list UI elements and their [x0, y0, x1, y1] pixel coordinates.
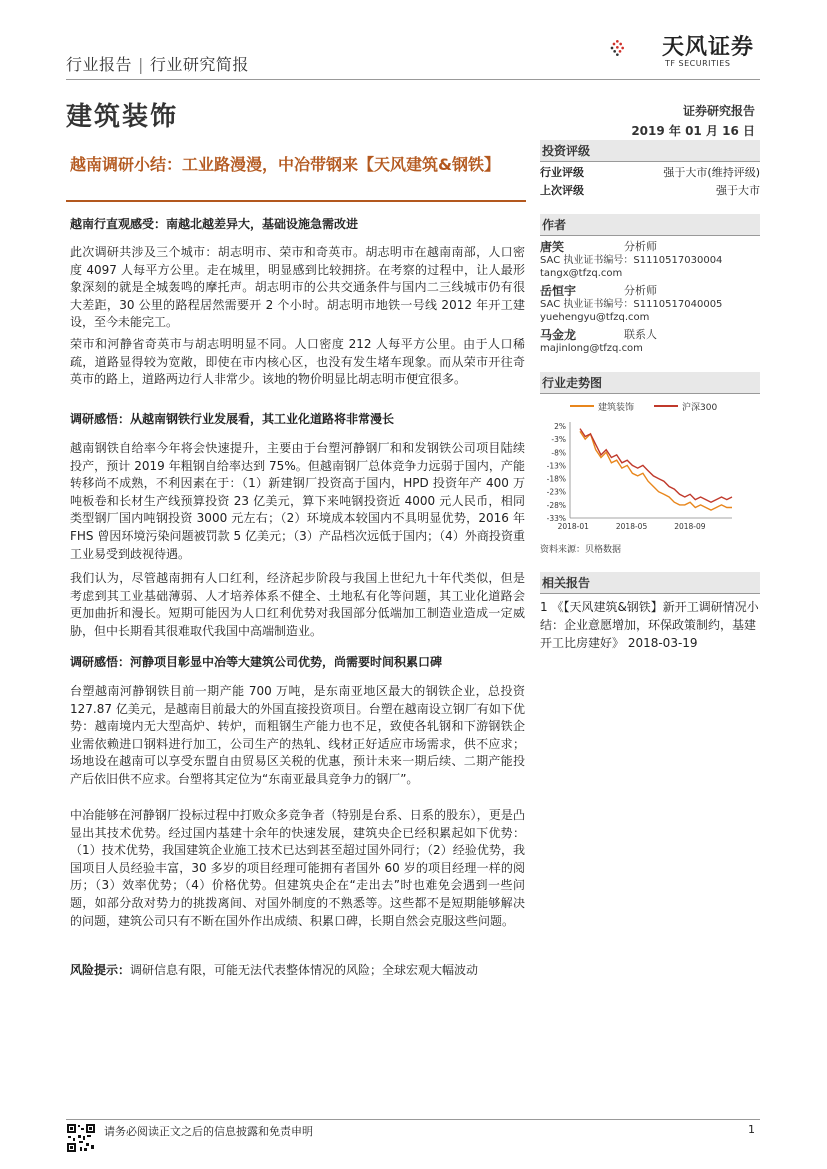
y-tick-label: -8% [551, 448, 566, 458]
series-line [580, 431, 732, 510]
author-name: 马金龙 [540, 328, 577, 342]
paragraph-text: 中冶能够在河静钢厂投标过程中打败众多竞争者（特别是台系、日系的股东），更是凸显出其技术优势。经过国内基建十余年的快速发展，建筑央企已经积累起如下优势：（1）技术优势，我国建筑企业施工技术已达到甚至超过国外同行；（2）经验优势，我国项目人员经验丰富，30 多岁的项目经理可能拥有者国外 60 岁的项目经理一样的阅历；（3）效率优势；（4）价格优势。但建筑央企在“走出去”时也难免会遇到一些问题，如部分敌对势力的挑拨离间、对国外制度的不熟悉等。这些都不是短期能够解决的问题，建筑公司只有不断在国外作出成绩、积累口碑，长期自然会克服这些问题。 [70, 808, 525, 928]
x-tick-label: 2018-09 [674, 522, 706, 531]
rating-section [540, 140, 760, 200]
author-email[interactable]: tangx@tfzq.com [540, 268, 623, 279]
authors-section [540, 214, 760, 355]
y-tick-label: -33% [546, 514, 566, 523]
paragraph-6 [70, 807, 525, 930]
author-email[interactable]: yuehengyu@tfzq.com [540, 312, 650, 323]
rating-label: 行业评级 [540, 166, 584, 179]
paragraph-text: 我们认为，尽管越南拥有人口红利，经济起步阶段与我国上世纪九十年代类似，但是考虑到其工业基础薄弱、人才培养体系不健全、土地私有化等问题，其工业化道路会更加曲折和漫长。短期可能因为人口红利优势对我国部分低端加工制造业造成一定威胁，但中长期看其很难取代我国中高端制造业。 [70, 571, 525, 638]
y-tick-label: -13% [546, 461, 566, 471]
category-primary: 行业报告 [66, 55, 133, 74]
author-card [540, 284, 760, 324]
rating-label: 上次评级 [540, 184, 584, 197]
report-date: 2019 年 01 月 16 日 [631, 124, 755, 138]
rating-value: 强于大市 [716, 184, 760, 197]
trend-heading: 行业走势图 [540, 372, 760, 394]
related-report-link[interactable]: 1 《【天风建筑&钢铁】新开工调研情况小结：企业意愿增加，环保政策制约，基建开工比房建好》 2018-03-19 [540, 600, 759, 650]
series-line [580, 429, 732, 503]
trend-section [540, 372, 760, 394]
author-role: 分析师 [624, 240, 658, 253]
chart-source: 资料来源：贝格数据 [540, 545, 622, 555]
category-separator: | [138, 55, 144, 74]
section-3 [70, 654, 525, 672]
section-heading: 调研感悟：从越南钢铁行业发展看，其工业化道路将非常漫长 [70, 412, 395, 426]
header-divider [66, 79, 760, 80]
section-heading: 调研感悟：河静项目彰显中冶等大建筑公司优势，尚需要时间积累口碑 [70, 655, 443, 669]
section-2 [70, 411, 525, 429]
risk-note [70, 962, 525, 980]
y-tick-label: -28% [546, 500, 566, 510]
industry-name: 建筑装饰 [66, 102, 179, 132]
author-role: 分析师 [624, 284, 658, 297]
logo-text: 天风证券 [662, 35, 755, 60]
disclaimer-notice: 请务必阅读正文之后的信息披露和免责申明 [104, 1125, 313, 1138]
y-tick-label: 2% [554, 422, 566, 431]
paragraph-2 [70, 336, 525, 389]
paragraph-3 [70, 440, 525, 563]
trend-chart [540, 392, 760, 532]
report-type: 证券研究报告 [682, 104, 755, 118]
logo-dots-icon [610, 22, 660, 74]
title-divider [66, 200, 526, 202]
author-sac: SAC 执业证书编号：S1110517040005 [540, 299, 723, 310]
page-number: 1 [748, 1123, 755, 1136]
author-name: 岳恒宇 [540, 284, 577, 298]
paragraph-text: 荣市和河静省奇英市与胡志明明显不同。人口密度 212 人每平方公里。由于人口稀疏，道路显得较为宽敞，即使在市内核心区，也没有发生堵车现象。而从荣市开往奇英市的路上，道路两边行人非常少。该地的物价明显比胡志明市便宜很多。 [70, 337, 525, 387]
author-sac: SAC 执业证书编号：S1110517030004 [540, 255, 723, 266]
section-heading: 越南行直观感受：南越北越差异大，基础设施急需改进 [70, 217, 359, 231]
authors-heading: 作者 [540, 214, 760, 236]
author-card [540, 240, 760, 280]
report-title: 越南调研小结：工业路漫漫，中冶带钢来【天风建筑&钢铁】 [70, 155, 500, 174]
rating-row [540, 182, 760, 200]
related-section [540, 572, 760, 652]
paragraph-4 [70, 570, 525, 640]
paragraph-text: 越南钢铁自给率今年将会快速提升，主要由于台塑河静钢厂和和发钢铁公司项目陆续投产，预计 2019 年粗钢自给率达到 75%。但越南钢厂总体竞争力远弱于国内，产能转移尚不成熟，不利因素在于：（1）新建钢厂投资高于国内，HPD 投资年产 400 万吨板卷和长材生产线预算投资 23 亿美元，算下来吨钢投资近 4000 元人民币，相同类型钢厂国内吨钢投资 3000 元左右；（2）环境成本较国内不具明显优势，2016 年 FHS 曾因环境污染问题被罚款 5 亿美元；（3）产品档次远低于国内；（4）外商投资重工业易受到歧视待遇。 [70, 441, 525, 561]
category-secondary: 行业研究简报 [149, 55, 249, 74]
x-tick-label: 2018-05 [615, 522, 648, 531]
legend-label: 沪深300 [682, 403, 718, 413]
risk-label: 风险提示： [70, 963, 131, 977]
risk-text: 调研信息有限，可能无法代表整体情况的风险；全球宏观大幅波动 [130, 963, 479, 977]
qr-code-icon [66, 1123, 96, 1153]
rating-heading: 投资评级 [540, 140, 760, 162]
paragraph-1 [70, 244, 525, 332]
legend-label: 建筑装饰 [598, 403, 635, 413]
y-tick-label: -23% [546, 487, 566, 497]
paragraph-5 [70, 683, 525, 789]
rating-value: 强于大市(维持评级) [663, 166, 760, 179]
report-category [66, 52, 249, 75]
y-tick-label: -18% [546, 474, 566, 484]
logo-english: TF SECURITIES [665, 59, 731, 68]
paragraph-text: 此次调研共涉及三个城市：胡志明市、荣市和奇英市。胡志明市在越南南部，人口密度 4097 人每平方公里。走在城里，明显感到比较拥挤。在考察的过程中，让人最形象深刻的就是全城轰鸣的摩托声。胡志明市的公共交通条件与国内二三线城市仍有很大差距，30 公里的路程居然需要开 2 个小时。胡志明市地铁一号线 2012 年开工建设，至今未能完工。 [70, 245, 525, 330]
x-tick-label: 2018-01 [557, 522, 589, 531]
author-email[interactable]: majinlong@tfzq.com [540, 343, 643, 354]
rating-row [540, 164, 760, 182]
author-name: 唐笑 [540, 240, 565, 254]
author-role: 联系人 [624, 328, 658, 341]
y-tick-label: -3% [551, 435, 566, 445]
footer-divider [66, 1119, 760, 1120]
section-1 [70, 216, 525, 234]
author-card [540, 328, 760, 355]
paragraph-text: 台塑越南河静钢铁目前一期产能 700 万吨，是东南亚地区最大的钢铁企业，总投资 127.87 亿美元，是越南目前最大的外国直接投资项目。台塑在越南设立钢厂有如下优势：越南境内无大型高炉、转炉，而粗钢生产能力也不足，致使各轧钢和下游钢铁企业需依赖进口钢料进行加工，公司生产的热轧、线材正好适应市场需求，供不应求；场地设在越南可以享受东盟自由贸易区关税的优惠，预计未来一期后续、二期产能投产后依旧供不应求。台塑将其定位为“东南亚最具竞争力的钢厂”。 [70, 684, 525, 786]
related-heading: 相关报告 [540, 572, 760, 594]
